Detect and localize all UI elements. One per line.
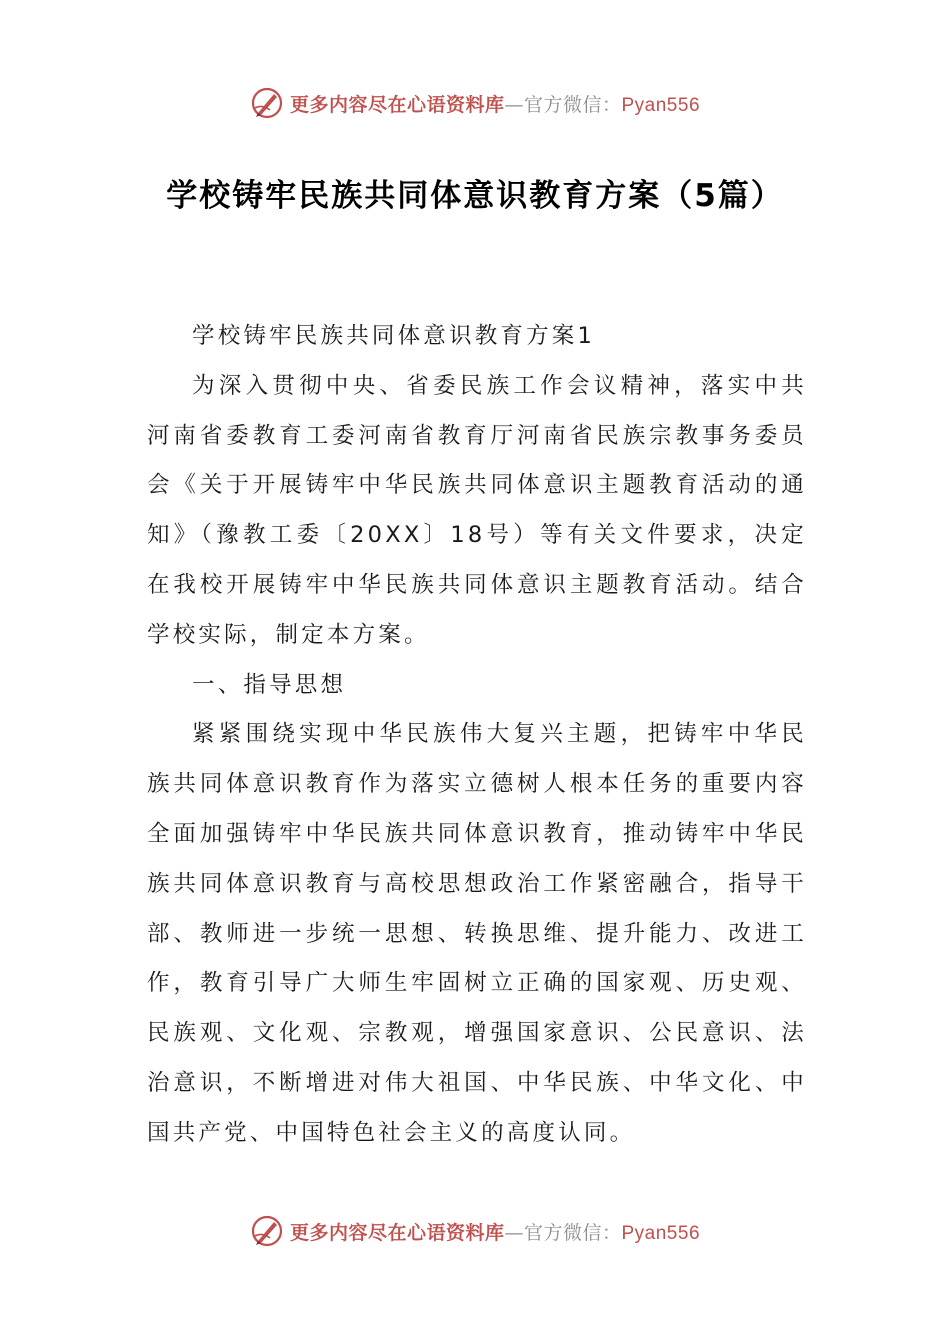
banner-text	[290, 1218, 700, 1245]
paragraph: 为深入贯彻中央、省委民族工作会议精神，落实中共河南省委教育工委河南省教育厅河南省民族宗教事务委员会《关于开展铸牢中华民族共同体意识主题教育活动的通知》（豫教工委〔20XX〕18号）等有关文件要求，决定在我校开展铸牢中华民族共同体意识主题教育活动。结合学校实际，制定本方案。	[147, 372, 807, 648]
document-body	[147, 312, 807, 1159]
paragraph: 紧紧围绕实现中华民族伟大复兴主题，把铸牢中华民族共同体意识教育作为落实立德树人根本任务的重要内容全面加强铸牢中华民族共同体意识教育，推动铸牢中华民族共同体意识教育与高校思想政治工作紧密融合，指导干部、教师进一步统一思想、转换思维、提升能力、改进工作，教育引导广大师生牢固树立正确的国家观、历史观、民族观、文化观、宗教观，增强国家意识、公民意识、法治意识，不断增进对伟大祖国、中华民族、中华文化、中国共产党、中国特色社会主义的高度认同。	[147, 721, 807, 1146]
document-title: 学校铸牢民族共同体意识教育方案（5篇）	[166, 178, 784, 214]
banner-dash: —	[504, 93, 524, 116]
section-heading: 一、指导思想	[192, 671, 347, 698]
banner-wechat-label: 官方微信：	[523, 93, 622, 116]
section-heading: 学校铸牢民族共同体意识教育方案1	[192, 323, 596, 349]
banner-text	[290, 90, 700, 117]
pen-logo-icon	[250, 86, 284, 120]
banner-main-text: 更多内容尽在心语资料库	[289, 93, 505, 116]
banner-wechat-id: Pyan556	[621, 94, 701, 116]
footer-banner	[0, 1211, 950, 1251]
banner-wechat-label: 官方微信：	[523, 1221, 622, 1244]
header-banner	[0, 83, 950, 123]
banner-main-text: 更多内容尽在心语资料库	[289, 1221, 505, 1244]
pen-logo-icon	[250, 1214, 284, 1248]
banner-dash: —	[504, 1221, 524, 1244]
banner-wechat-id: Pyan556	[621, 1222, 701, 1244]
